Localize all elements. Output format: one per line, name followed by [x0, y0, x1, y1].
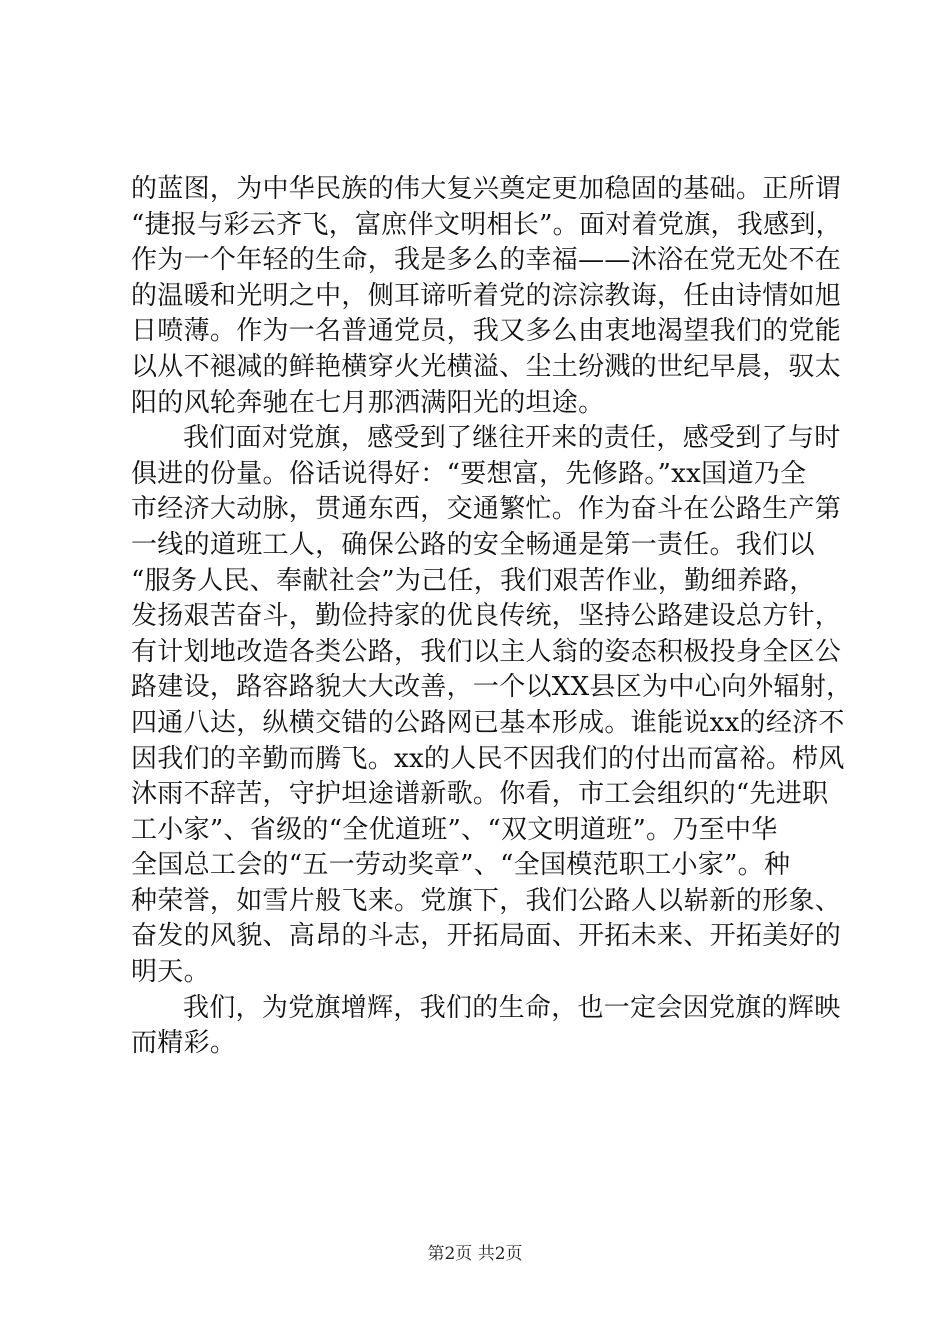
- text-line: “捷报与彩云齐飞，富庶伴文明相长”。面对着党旗，我感到，: [131, 209, 842, 240]
- text-line: 种荣誉，如雪片般飞来。党旗下，我们公路人以崭新的形象、: [131, 885, 842, 916]
- text-line: 我们面对党旗，感受到了继往开来的责任，感受到了与时: [183, 423, 841, 454]
- text-line: 明天。: [131, 957, 210, 988]
- text-line: 沐雨不辞苦，守护坦途谱新歌。你看，市工会组织的“先进职: [131, 779, 829, 810]
- text-line: 四通八达，纵横交错的公路网已基本形成。谁能说xx的经济不: [131, 707, 845, 738]
- text-line: 路建设，路容路貌大大改善，一个以XX县区为中心向外辐射，: [131, 672, 853, 703]
- text-line: 工小家”、省级的“全优道班”、“双文明道班”。乃至中华: [131, 814, 778, 845]
- text-line: 一线的道班工人，确保公路的安全畅通是第一责任。我们以: [131, 529, 815, 560]
- body-text: [131, 172, 853, 1062]
- text-line: 有计划地改造各类公路，我们以主人翁的姿态积极投身全区公: [131, 636, 842, 667]
- text-line: 市经济大动脉，贯通东西，交通繁忙。作为奋斗在公路生产第: [131, 494, 842, 525]
- text-line: 的温暖和光明之中，侧耳谛听着党的淙淙教诲，任由诗情如旭: [131, 280, 842, 311]
- text-line: 奋发的风貌、高昂的斗志，开拓局面、开拓未来、开拓美好的: [131, 921, 842, 952]
- text-line: 的蓝图，为中华民族的伟大复兴奠定更加稳固的基础。正所谓: [131, 174, 842, 204]
- text-line: 发扬艰苦奋斗，勤俭持家的优良传统，坚持公路建设总方针，: [131, 601, 842, 632]
- text-line: 因我们的辛勤而腾飞。xx的人民不因我们的付出而富裕。栉风: [131, 743, 845, 774]
- text-line: 全国总工会的“五一劳动奖章”、“全国模范职工小家”。种: [131, 850, 791, 881]
- text-line: 而精彩。: [131, 1028, 237, 1059]
- text-line: 我们，为党旗增辉，我们的生命，也一定会因党旗的辉映: [183, 992, 841, 1023]
- page-footer: 第2页 共2页: [427, 1244, 523, 1264]
- text-line: 以从不褪减的鲜艳横穿火光横溢、尘土纷溅的世纪早晨，驭太: [131, 351, 842, 382]
- text-line: 作为一个年轻的生命，我是多么的幸福——沐浴在党无处不在: [131, 245, 842, 276]
- text-line: 俱进的份量。俗话说得好：“要想富，先修路。”xx国道乃全: [131, 458, 807, 489]
- text-line: “服务人民、奉献社会”为己任，我们艰苦作业，勤细养路，: [131, 565, 816, 596]
- text-line: 阳的风轮奔驰在七月那洒满阳光的坦途。: [131, 387, 605, 418]
- text-line: 日喷薄。作为一名普通党员，我又多么由衷地渴望我们的党能: [131, 316, 842, 347]
